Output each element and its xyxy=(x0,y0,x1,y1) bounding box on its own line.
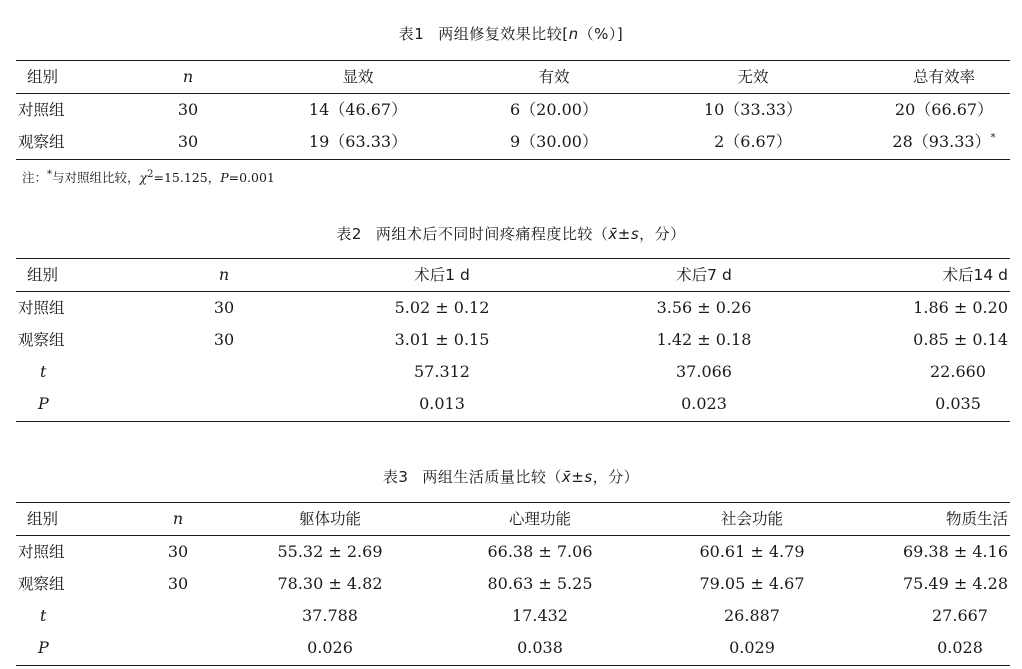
table3-header-col1: 躯体功能 xyxy=(298,510,361,528)
table3-row xyxy=(0,600,1022,632)
table1-header-group: 组别 xyxy=(27,68,59,86)
table2-caption-s: s xyxy=(630,225,640,243)
table1-row1-group: 对照组 xyxy=(18,101,65,119)
table3-header-col4: 物质生活 xyxy=(945,510,1008,528)
table2-caption-text: 两组术后不同时间疼痛程度比较（ xyxy=(375,225,609,243)
table1-caption-tail: （%）] xyxy=(578,25,624,43)
table1-row1-col4 xyxy=(880,94,1008,126)
table3-row2-col1: 78.30 ± 4.82 xyxy=(277,574,383,593)
table2-caption-number: 表2 xyxy=(336,225,362,243)
table1-caption-number: 表1 xyxy=(398,25,425,43)
table3-row2-group: 观察组 xyxy=(18,575,65,593)
table2-row3-n xyxy=(196,356,252,388)
table3-caption xyxy=(0,467,1022,487)
table2-row3-col3: 22.660 xyxy=(930,362,986,381)
table2-row2-group: 观察组 xyxy=(18,331,65,349)
table2-header-col1: 术后1 d xyxy=(414,266,470,284)
table3-caption-mean: x̄ xyxy=(561,468,572,486)
table2-row xyxy=(0,356,1022,388)
table3-caption-number: 表3 xyxy=(382,468,409,486)
table1-row1-col2: 6（20.00） xyxy=(510,100,598,119)
table1-row2-col4-mark: * xyxy=(990,132,996,144)
table3-caption-s: s xyxy=(584,468,593,486)
table1-footnote-pvalue: =0.001 xyxy=(228,170,275,185)
table3-row4-label: P xyxy=(38,638,49,657)
table1-header-col2: 有效 xyxy=(538,68,570,86)
table1-footnote-chi: χ xyxy=(139,170,148,185)
table1-row2-col4 xyxy=(880,126,1008,158)
table2-row2-col1: 3.01 ± 0.15 xyxy=(394,330,490,349)
table2-caption xyxy=(0,224,1022,244)
table1-header-col4: 总有效率 xyxy=(912,68,975,86)
table2-bottom-rule xyxy=(16,421,1010,422)
table1-row1-col4-value: 20（66.67） xyxy=(894,100,994,119)
table3-row2-n: 30 xyxy=(167,574,189,593)
table1-row1-n: 30 xyxy=(177,100,199,119)
table1-row2-n: 30 xyxy=(177,132,199,151)
table3-row1-col4: 69.38 ± 4.16 xyxy=(902,542,1008,561)
table2-header-group: 组别 xyxy=(27,266,59,284)
table1-row2-group: 观察组 xyxy=(18,133,65,151)
table2-row3-label: t xyxy=(40,362,47,381)
table3-row4-n xyxy=(150,632,206,664)
table2-caption-tail: ，分） xyxy=(639,225,686,243)
table2-row4-col3: 0.035 xyxy=(935,394,981,413)
table3-row1-col1: 55.32 ± 2.69 xyxy=(277,542,383,561)
table1-bottom-rule xyxy=(16,159,1010,160)
table2-row xyxy=(0,292,1022,324)
table3-row2-col2: 80.63 ± 5.25 xyxy=(487,574,593,593)
table2-caption-mean: x̄ xyxy=(608,225,618,243)
table3-row4-col2: 0.038 xyxy=(517,638,563,657)
table2-row1-col3: 1.86 ± 0.20 xyxy=(913,298,1008,317)
table3-row2-col4: 75.49 ± 4.28 xyxy=(902,574,1008,593)
table3-row xyxy=(0,632,1022,664)
table3-row2-col3: 79.05 ± 4.67 xyxy=(699,574,805,593)
table2-row2-n: 30 xyxy=(213,330,235,349)
table1-footnote-text: 与对照组比较， xyxy=(52,170,140,185)
table1-header-col1: 显效 xyxy=(342,68,374,86)
table3-row3-col1: 37.788 xyxy=(302,606,358,625)
table2-row1-col1: 5.02 ± 0.12 xyxy=(394,298,490,317)
table1-caption-n: n xyxy=(568,25,579,43)
table2-row4-col1: 0.013 xyxy=(419,394,465,413)
table3-row xyxy=(0,536,1022,568)
table1-header-col3: 无效 xyxy=(737,68,769,86)
table3-row3-col3: 26.887 xyxy=(724,606,780,625)
table2-row3-col1: 57.312 xyxy=(414,362,470,381)
table1-header-row xyxy=(0,61,1022,93)
table3-row4-col1: 0.026 xyxy=(307,638,353,657)
table1-caption xyxy=(0,24,1022,44)
table2-row xyxy=(0,388,1022,420)
table1-row1-col1: 14（46.67） xyxy=(308,100,408,119)
table3-row3-col2: 17.432 xyxy=(512,606,568,625)
table3-row1-n: 30 xyxy=(167,542,189,561)
table3-bottom-rule xyxy=(16,665,1010,666)
table1-row xyxy=(0,94,1022,126)
table2-caption-pm: ± xyxy=(617,225,631,243)
table1-footnote-p: P xyxy=(220,170,229,185)
table3-caption-text: 两组生活质量比较（ xyxy=(422,468,562,486)
table1-row2-col4-value: 28（93.33） xyxy=(892,132,991,151)
table1-row1-col3: 10（33.33） xyxy=(703,100,803,119)
table3-caption-pm: ± xyxy=(571,468,585,486)
table2-row2-col3: 0.85 ± 0.14 xyxy=(913,330,1008,349)
table3-header-n: n xyxy=(172,509,184,528)
table1-row2-col3: 2（6.67） xyxy=(714,132,792,151)
table3-header-col3: 社会功能 xyxy=(720,510,783,528)
table3-caption-tail: ，分） xyxy=(592,468,640,486)
table2-row2-col2: 1.42 ± 0.18 xyxy=(656,330,752,349)
table2-row1-n: 30 xyxy=(213,298,235,317)
table3-row xyxy=(0,568,1022,600)
table3-row4-col3: 0.029 xyxy=(729,638,775,657)
table1-caption-text: 两组修复效果比较[ xyxy=(438,25,569,43)
table2-row4-n xyxy=(196,388,252,420)
table2-row1-col2: 3.56 ± 0.26 xyxy=(656,298,752,317)
table3-row4-col4: 0.028 xyxy=(937,638,983,657)
table2-header-n: n xyxy=(218,265,230,284)
table1-row xyxy=(0,126,1022,158)
table3-row1-col2: 66.38 ± 7.06 xyxy=(487,542,593,561)
table2-row xyxy=(0,324,1022,356)
table3-row1-group: 对照组 xyxy=(18,543,65,561)
table3-row3-col4: 27.667 xyxy=(932,606,988,625)
table2-row3-col2: 37.066 xyxy=(676,362,732,381)
table3-header-row xyxy=(0,503,1022,535)
table2-row1-group: 对照组 xyxy=(18,299,65,317)
table3-row3-label: t xyxy=(40,606,47,625)
table1-footnote-square: 2 xyxy=(147,168,154,180)
table2-header-col3: 术后14 d xyxy=(942,266,1008,284)
table1-footnote-star: * xyxy=(47,168,53,180)
table2-row4-col2: 0.023 xyxy=(681,394,727,413)
table1-footnote-prefix: 注： xyxy=(22,170,48,185)
table3-row3-n xyxy=(150,600,206,632)
table1-header-n: n xyxy=(182,67,194,86)
table1-row2-col1: 19（63.33） xyxy=(308,132,408,151)
table1-footnote-stat: =15.125， xyxy=(153,170,221,185)
table2-header-row xyxy=(0,259,1022,291)
table2-header-col2: 术后7 d xyxy=(676,266,732,284)
table3-header-group: 组别 xyxy=(27,510,59,528)
table3-header-col2: 心理功能 xyxy=(508,510,571,528)
table2-row4-label: P xyxy=(38,394,49,413)
table1-row2-col2: 9（30.00） xyxy=(510,132,598,151)
table1-footnote xyxy=(22,170,275,186)
table3-row1-col3: 60.61 ± 4.79 xyxy=(699,542,805,561)
